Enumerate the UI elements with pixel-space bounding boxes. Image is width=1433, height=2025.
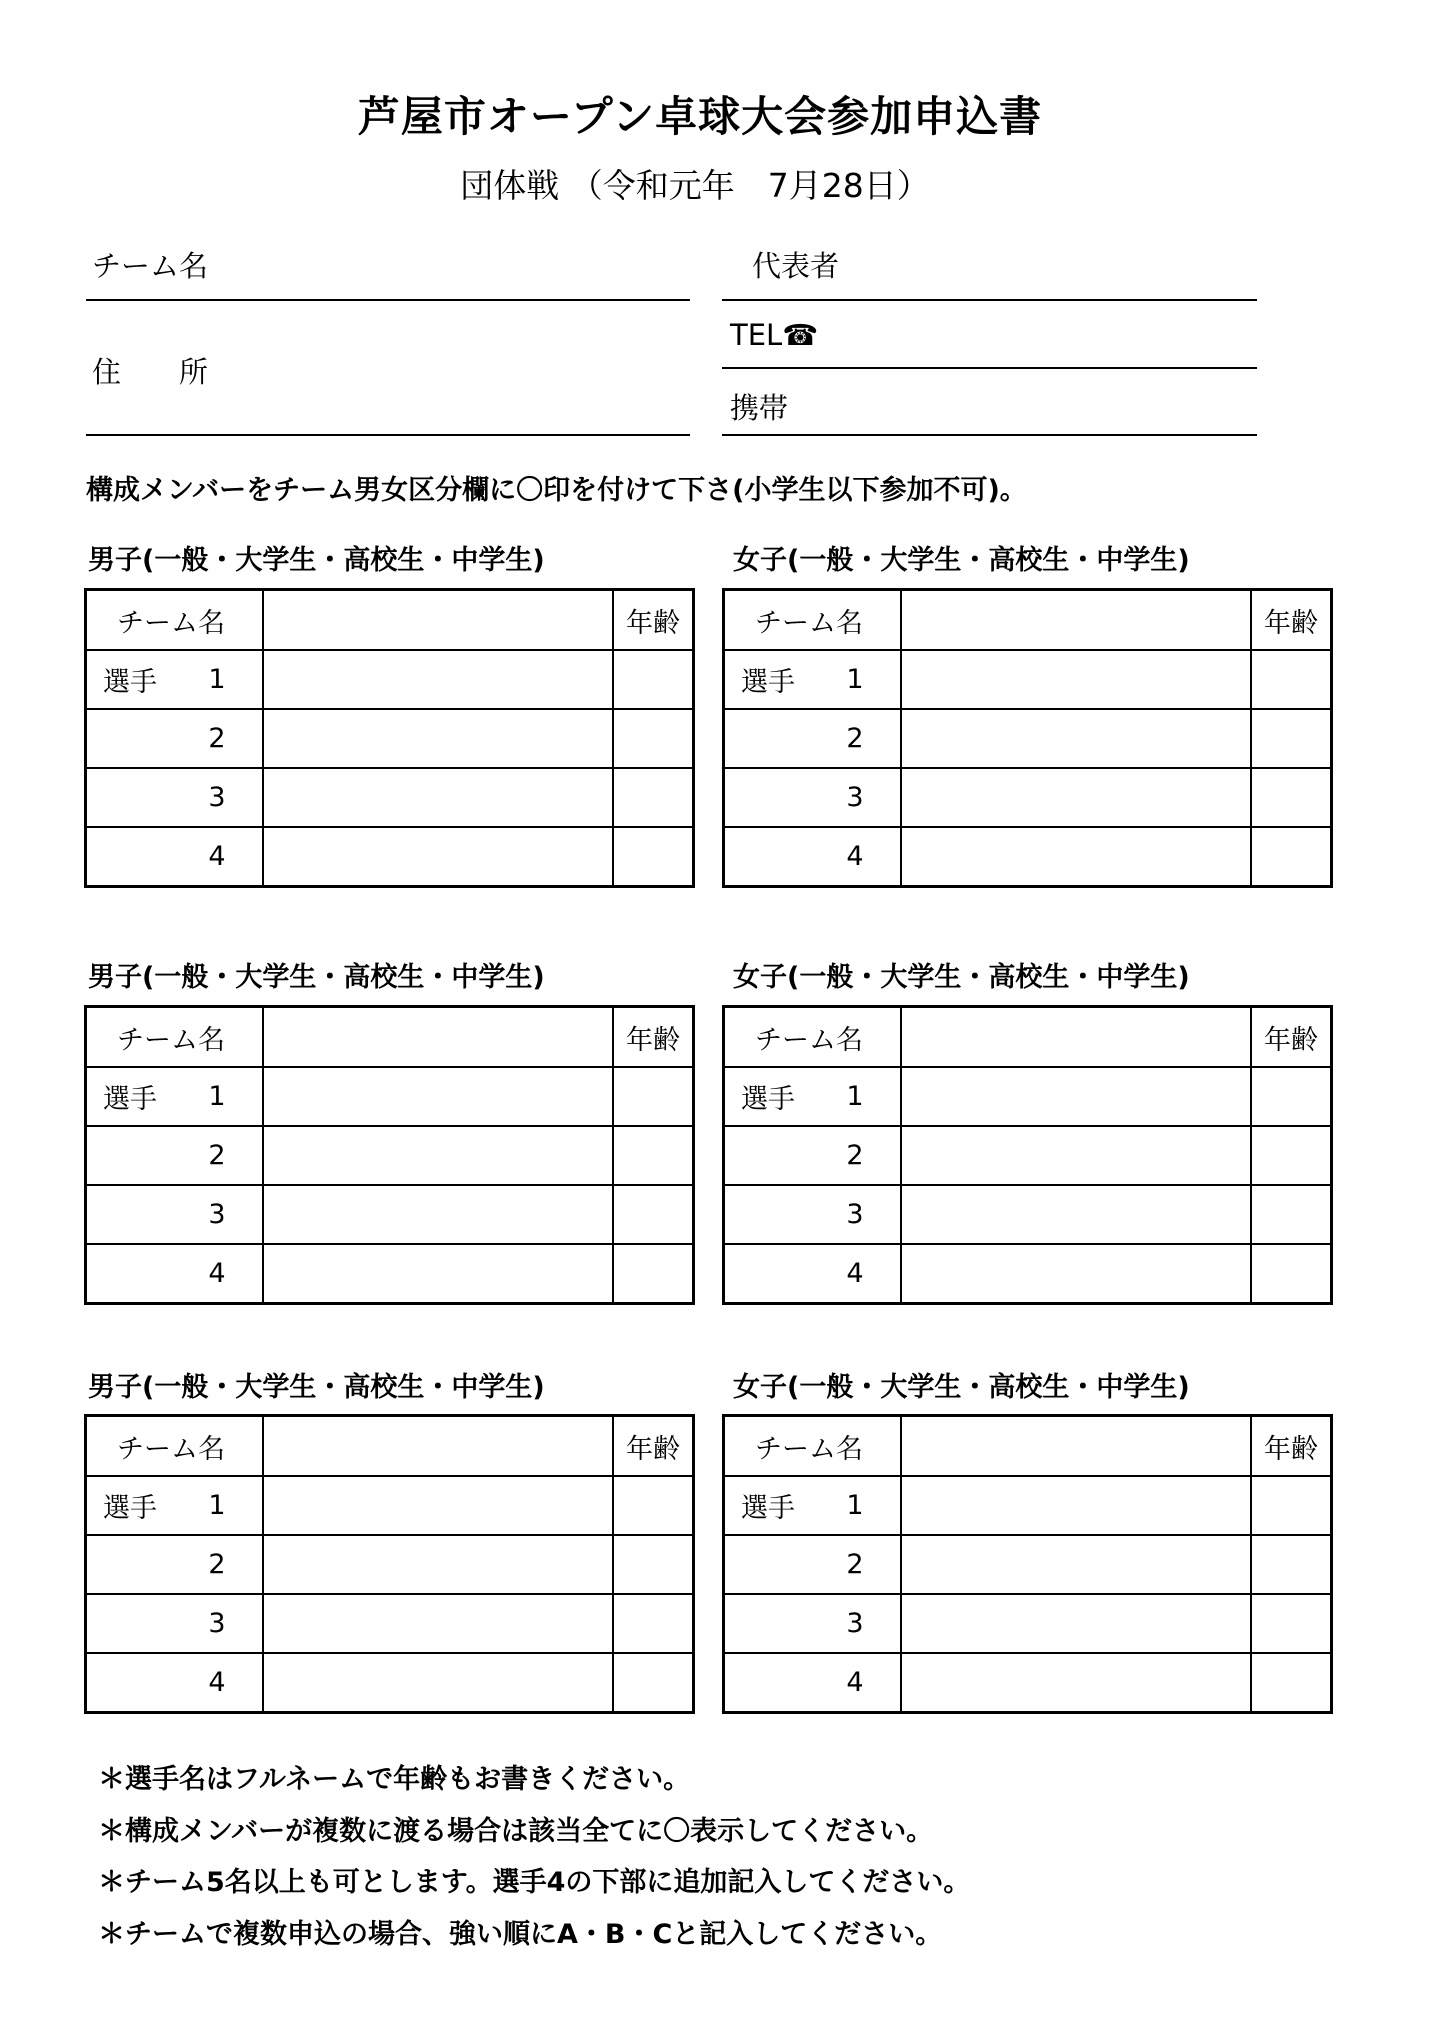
- age-column-label: 年齢: [626, 1024, 680, 1056]
- entry-table-men-1: [84, 588, 695, 888]
- table-header-row: [724, 590, 1332, 651]
- player-age-cell[interactable]: [1251, 827, 1332, 887]
- team-name-entry-cell[interactable]: [263, 590, 613, 651]
- player-name-cell[interactable]: [901, 1653, 1251, 1713]
- player-name-cell[interactable]: [901, 827, 1251, 887]
- player-name-cell[interactable]: [263, 1653, 613, 1713]
- player-number: 1: [208, 1490, 226, 1521]
- player-number: 2: [208, 1549, 226, 1580]
- table-row: [724, 1653, 1332, 1713]
- player-age-cell[interactable]: [613, 1067, 694, 1126]
- table-header-row: [86, 1416, 694, 1477]
- player-number: 4: [846, 841, 864, 872]
- table-row: [724, 1185, 1332, 1244]
- player-age-cell[interactable]: [613, 1594, 694, 1653]
- player-age-cell[interactable]: [1251, 1067, 1332, 1126]
- player-name-cell[interactable]: [263, 768, 613, 827]
- age-column-label: 年齢: [1264, 607, 1318, 639]
- player-age-cell[interactable]: [1251, 1185, 1332, 1244]
- table-row: [86, 1185, 694, 1244]
- player-name-cell[interactable]: [901, 768, 1251, 827]
- player-age-cell[interactable]: [613, 1185, 694, 1244]
- player-number: 2: [208, 723, 226, 754]
- team-name-entry-cell[interactable]: [263, 1416, 613, 1477]
- notes-list: [98, 1754, 970, 1960]
- player-age-cell[interactable]: [1251, 1126, 1332, 1185]
- table-header-row: [86, 590, 694, 651]
- player-number: 3: [208, 782, 226, 813]
- player-name-cell[interactable]: [901, 1244, 1251, 1304]
- player-name-cell[interactable]: [901, 1126, 1251, 1185]
- address-line: [86, 434, 690, 436]
- player-number: 3: [846, 1199, 864, 1230]
- mobile-line: [722, 434, 1257, 436]
- player-number: 3: [846, 1608, 864, 1639]
- player-name-cell[interactable]: [263, 1476, 613, 1535]
- table-row: [724, 650, 1332, 709]
- note-item: ＊チームで複数申込の場合、強い順にA・B・Cと記入してください。: [98, 1918, 943, 1950]
- player-number: 2: [846, 1549, 864, 1580]
- table-row: [724, 1126, 1332, 1185]
- player-number: 3: [208, 1199, 226, 1230]
- player-age-cell[interactable]: [1251, 1594, 1332, 1653]
- player-name-cell[interactable]: [901, 1535, 1251, 1594]
- player-number: 4: [208, 1258, 226, 1289]
- representative-label: 代表者: [752, 249, 840, 283]
- age-column-label: 年齢: [626, 1433, 680, 1465]
- team-name-cell-label: チーム名: [117, 1024, 225, 1056]
- table-header-row: [724, 1416, 1332, 1477]
- player-age-cell[interactable]: [1251, 1535, 1332, 1594]
- player-name-cell[interactable]: [263, 1067, 613, 1126]
- table-row: [86, 650, 694, 709]
- note-item: ＊構成メンバーが複数に渡る場合は該当全てに〇表示してください。: [98, 1815, 934, 1847]
- form-subtitle: 団体戦 （令和元年 7月28日）: [460, 166, 930, 205]
- player-number: 2: [846, 1140, 864, 1171]
- table-row: [724, 1535, 1332, 1594]
- player-label: 選手: [741, 667, 795, 698]
- player-age-cell[interactable]: [613, 1535, 694, 1594]
- player-number: 4: [208, 1667, 226, 1698]
- table-row: [86, 1476, 694, 1535]
- player-age-cell[interactable]: [1251, 1653, 1332, 1713]
- player-label: 選手: [103, 1493, 157, 1524]
- table-row: [724, 1476, 1332, 1535]
- entry-table-women-2: [722, 1005, 1333, 1305]
- team-name-cell-label: チーム名: [755, 607, 863, 639]
- section-heading-women-2: 女子(一般・大学生・高校生・中学生): [733, 962, 1190, 993]
- section-heading-men-2: 男子(一般・大学生・高校生・中学生): [88, 962, 545, 993]
- player-number: 2: [208, 1140, 226, 1171]
- player-name-cell[interactable]: [901, 1067, 1251, 1126]
- player-label: 選手: [103, 667, 157, 698]
- section-heading-men-3: 男子(一般・大学生・高校生・中学生): [88, 1372, 545, 1403]
- team-name-cell-label: チーム名: [755, 1433, 863, 1465]
- player-number: 4: [208, 841, 226, 872]
- player-name-cell[interactable]: [901, 709, 1251, 768]
- player-age-cell[interactable]: [613, 768, 694, 827]
- table-row: [86, 1653, 694, 1713]
- player-number: 1: [208, 664, 226, 695]
- player-age-cell[interactable]: [1251, 1476, 1332, 1535]
- player-age-cell[interactable]: [1251, 709, 1332, 768]
- team-name-entry-cell[interactable]: [901, 1416, 1251, 1477]
- player-number: 1: [208, 1081, 226, 1112]
- entry-table-men-3: [84, 1414, 695, 1714]
- team-name-cell-label: チーム名: [117, 1433, 225, 1465]
- note-item: ＊選手名はフルネームで年齢もお書きください。: [98, 1764, 691, 1795]
- player-age-cell[interactable]: [613, 827, 694, 887]
- section-heading-men-1: 男子(一般・大学生・高校生・中学生): [88, 545, 545, 576]
- section-heading-women-3: 女子(一般・大学生・高校生・中学生): [733, 1372, 1190, 1403]
- player-name-cell[interactable]: [263, 709, 613, 768]
- team-name-entry-cell[interactable]: [901, 1007, 1251, 1068]
- player-number: 4: [846, 1258, 864, 1289]
- player-name-cell[interactable]: [901, 650, 1251, 709]
- player-age-cell[interactable]: [1251, 768, 1332, 827]
- table-header-row: [724, 1007, 1332, 1068]
- player-number: 3: [846, 782, 864, 813]
- age-column-label: 年齢: [1264, 1433, 1318, 1465]
- team-name-line: [86, 299, 690, 301]
- player-age-cell[interactable]: [613, 1653, 694, 1713]
- player-age-cell[interactable]: [613, 1126, 694, 1185]
- table-row: [86, 709, 694, 768]
- table-row: [724, 768, 1332, 827]
- player-name-cell[interactable]: [263, 1535, 613, 1594]
- player-number: 3: [208, 1608, 226, 1639]
- player-label: 選手: [103, 1084, 157, 1115]
- table-row: [724, 1244, 1332, 1304]
- player-number: 1: [846, 1081, 864, 1112]
- player-name-cell[interactable]: [263, 827, 613, 887]
- mobile-label: 携帯: [730, 391, 789, 425]
- table-row: [724, 709, 1332, 768]
- player-age-cell[interactable]: [613, 1244, 694, 1304]
- player-name-cell[interactable]: [901, 1185, 1251, 1244]
- table-row: [86, 1067, 694, 1126]
- entry-table-women-3: [722, 1414, 1333, 1714]
- team-name-entry-cell[interactable]: [263, 1007, 613, 1068]
- tel-line: [722, 367, 1257, 369]
- player-age-cell[interactable]: [1251, 1244, 1332, 1304]
- table-header-row: [86, 1007, 694, 1068]
- team-name-cell-label: チーム名: [755, 1024, 863, 1056]
- address-label: 住 所: [92, 355, 209, 389]
- table-row: [86, 768, 694, 827]
- table-row: [86, 1535, 694, 1594]
- player-number: 4: [846, 1667, 864, 1698]
- note-item: ＊チーム5名以上も可とします。選手4の下部に追加記入してください。: [98, 1867, 971, 1898]
- player-number: 2: [846, 723, 864, 754]
- player-label: 選手: [741, 1493, 795, 1524]
- team-name-entry-cell[interactable]: [901, 590, 1251, 651]
- team-name-cell-label: チーム名: [117, 607, 225, 639]
- player-number: 1: [846, 664, 864, 695]
- section-heading-women-1: 女子(一般・大学生・高校生・中学生): [733, 545, 1190, 576]
- table-row: [86, 1126, 694, 1185]
- player-age-cell[interactable]: [613, 650, 694, 709]
- team-name-label: チーム名: [92, 249, 209, 283]
- player-name-cell[interactable]: [263, 1244, 613, 1304]
- tel-label: TEL☎: [730, 318, 819, 352]
- table-row: [724, 1067, 1332, 1126]
- table-row: [724, 1594, 1332, 1653]
- player-number: 1: [846, 1490, 864, 1521]
- player-name-cell[interactable]: [901, 1476, 1251, 1535]
- instruction-text: 構成メンバーをチーム男女区分欄に〇印を付けて下さ(小学生以下参加不可)。: [86, 475, 1027, 506]
- entry-table-men-2: [84, 1005, 695, 1305]
- form-title: 芦屋市オープン卓球大会参加申込書: [357, 92, 1043, 141]
- player-age-cell[interactable]: [1251, 650, 1332, 709]
- table-row: [86, 827, 694, 887]
- player-age-cell[interactable]: [613, 1476, 694, 1535]
- entry-table-women-1: [722, 588, 1333, 888]
- player-name-cell[interactable]: [263, 1185, 613, 1244]
- player-name-cell[interactable]: [263, 1126, 613, 1185]
- player-name-cell[interactable]: [263, 1594, 613, 1653]
- player-label: 選手: [741, 1084, 795, 1115]
- player-name-cell[interactable]: [263, 650, 613, 709]
- table-row: [86, 1244, 694, 1304]
- age-column-label: 年齢: [626, 607, 680, 639]
- age-column-label: 年齢: [1264, 1024, 1318, 1056]
- representative-line: [722, 299, 1257, 301]
- table-row: [86, 1594, 694, 1653]
- table-row: [724, 827, 1332, 887]
- player-name-cell[interactable]: [901, 1594, 1251, 1653]
- player-age-cell[interactable]: [613, 709, 694, 768]
